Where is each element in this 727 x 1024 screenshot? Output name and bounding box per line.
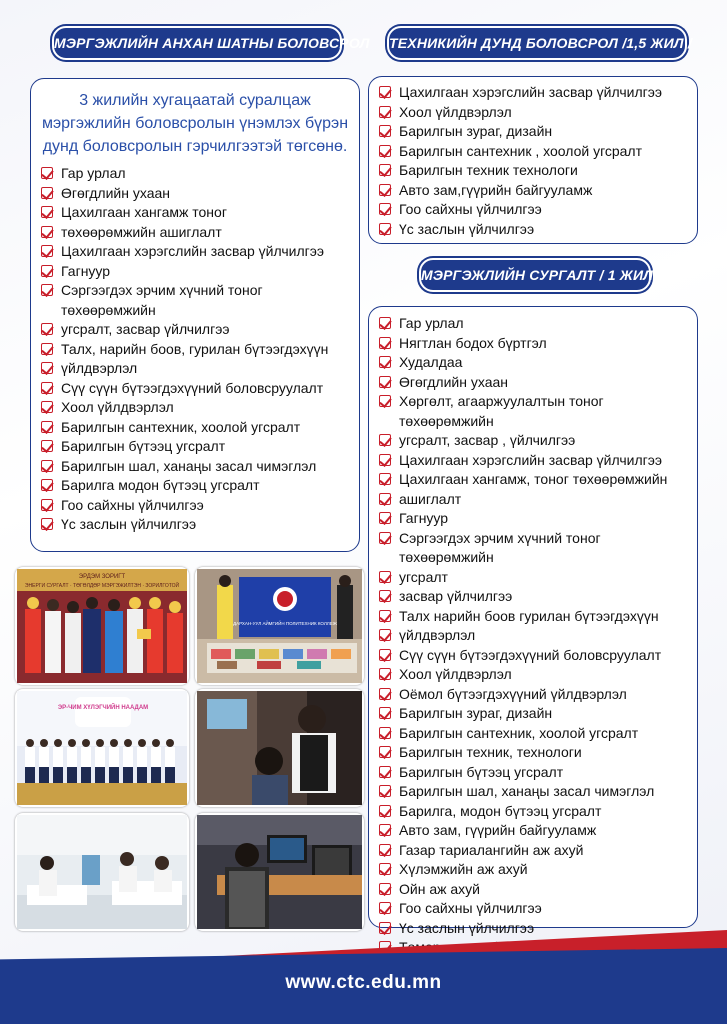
program-item: Цахилгаан хэрэгслийн засвар үйлчилгээ [377,83,689,103]
program-item: Нягтлан бодох бүртгэл [377,334,689,354]
vocational-primary-panel [30,78,360,552]
section-header-vocational-primary: МЭРГЭЖЛИЙН АНХАН ШАТНЫ БОЛОВСРОЛ [52,26,342,60]
program-item: Барилгын шал, ханаңы засал чимэглэл [377,782,689,802]
program-item: Хоол үйлдвэрлэл [377,665,689,685]
program-item: Талх, нарийн боов, гурилан бүтээгдэхүүн [39,340,353,360]
program-item: Гоо сайхны үйлчилгээ [377,899,689,919]
photo-flag-display [195,567,364,685]
technical-secondary-panel [368,76,698,244]
photo-computer-lab [195,813,364,931]
program-item: Барилгын шал, ханаңы засал чимэглэл [39,457,353,477]
technical-secondary-list [377,83,689,239]
program-item: ашиглалт [377,490,689,510]
program-item: Авто зам,гүүрийн байгууламж [377,181,689,201]
program-item: Барилгын зураг, дизайн [377,122,689,142]
program-item: угсралт, засвар , үйлчилгээ [377,431,689,451]
program-item: Цахилгаан хангамж, тоног төхөөрөмжийн [377,470,689,490]
program-item: Барилгын сантехник , хоолой угсралт [377,142,689,162]
program-item: Хоол үйлдвэрлэл [39,398,353,418]
program-item: Өгөгдлийн ухаан [39,184,353,204]
program-item: Барилгын техник технологи [377,161,689,181]
program-item: Барилгын сантехник, хоолой угсралт [39,418,353,438]
program-item: үйлдвэрлэл [39,359,353,379]
program-item: Цахилгаан хэрэгслийн засвар үйлчилгээ [39,242,353,262]
photo-students-uniforms [15,567,189,685]
program-item: Сүү сүүн бүтээгдэхүүний боловсруулалт [39,379,353,399]
program-item: Үс заслын үйлчилгээ [39,515,353,535]
program-item: Барилга модон бүтээц угсралт [39,476,353,496]
section-header-technical-secondary: ТЕХНИКИЙН ДУНД БОЛОВСРОЛ /1,5 ЖИЛ / [387,26,687,60]
program-item: Барилгын техник, технологи [377,743,689,763]
program-item: угсралт, засвар үйлчилгээ [39,320,353,340]
program-item: Гоо сайхны үйлчилгээ [39,496,353,516]
program-item: Гар урлал [377,314,689,334]
program-item: Хөргөлт, агааржуулалтын тоног төхөөрөмжийн [377,392,689,431]
program-item: төхөөрөмжийн ашиглалт [39,223,353,243]
photo-banner-subtext: ЭНЕРГИ СУРГАЛТ · ТӨГӨЛДӨР МЭРГЭЖИЛТЭН · ЗОРИЛГОТОЙ [24,583,180,589]
program-item: Сэргээгдэх эрчим хүчний тоног төхөөрөмжийн [377,529,689,568]
program-item: Оёмол бүтээгдэхүүний үйлдвэрлэл [377,685,689,705]
vocational-primary-list [39,164,353,535]
program-item: Хоол үйлдвэрлэл [377,103,689,123]
program-item: Өгөгдлийн ухаан [377,373,689,393]
program-item: Барилгын бүтээц угсралт [377,763,689,783]
stage-sign-text: ЭР-ЧИМ ХҮЛЭГЧИЙН НААДАМ [57,705,149,711]
section-header-vocational-training: МЭРГЭЖЛИЙН СУРГАЛТ / 1 ЖИЛ / [419,258,651,292]
program-item: Цахилгаан хэрэгслийн засвар үйлчилгээ [377,451,689,471]
photo-beauty-class [15,813,189,931]
program-item: Барилгын сантехник, хоолой угсралт [377,724,689,744]
program-item: Сүү сүүн бүтээгдэхүүний боловсруулалт [377,646,689,666]
program-item: үйлдвэрлэл [377,626,689,646]
vocational-primary-intro: 3 жилийн хугацаатай суралцаж мэргэжлийн боловсролын үнэмлэх бүрэн дунд боловсролын гэрчилгээтэй төгсөнө. [41,92,349,155]
vocational-training-panel [368,306,698,936]
program-item: Барилгын зураг, дизайн [377,704,689,724]
program-item: Гоо сайхны үйлчилгээ [377,200,689,220]
program-item: Барилга, модон бүтээц угсралт [377,802,689,822]
program-item: Сэргээгдэх эрчим хүчний тоног төхөөрөмжийн [39,281,353,320]
program-item: Үс заслын үйлчилгээ [377,919,689,939]
photo-hairdressing [195,689,364,807]
program-item: Цахилгаан хангамж тоног [39,203,353,223]
flag-text: ДАРХАН-УУЛ АЙМГИЙН ПОЛИТЕХНИК КОЛЛЕЖ [233,621,337,626]
program-item: Гар урлал [39,164,353,184]
program-item: Гагнуур [377,509,689,529]
program-item: засвар үйлчилгээ [377,587,689,607]
program-item: Хүлэмжийн аж ахуй [377,860,689,880]
program-item: Барилгын бүтээц угсралт [39,437,353,457]
photo-students-stage [15,689,189,807]
program-item: Ойн аж ахуй [377,880,689,900]
website-link[interactable]: www.ctc.edu.mn [285,972,442,993]
program-item: Худалдаа [377,353,689,373]
program-item: Газар тариалангийн аж ахуй [377,841,689,861]
program-item: Гагнуур [39,262,353,282]
vocational-training-list [377,314,689,958]
program-item: угсралт [377,568,689,588]
program-item: Үс заслын үйлчилгээ [377,220,689,240]
program-item: Талх нарийн боов гурилан бүтээгдэхүүн [377,607,689,627]
photo-banner-text: ЭРДЭМ ЗОРИГТ [78,574,126,580]
program-item: Авто зам, гүүрийн байгууламж [377,821,689,841]
